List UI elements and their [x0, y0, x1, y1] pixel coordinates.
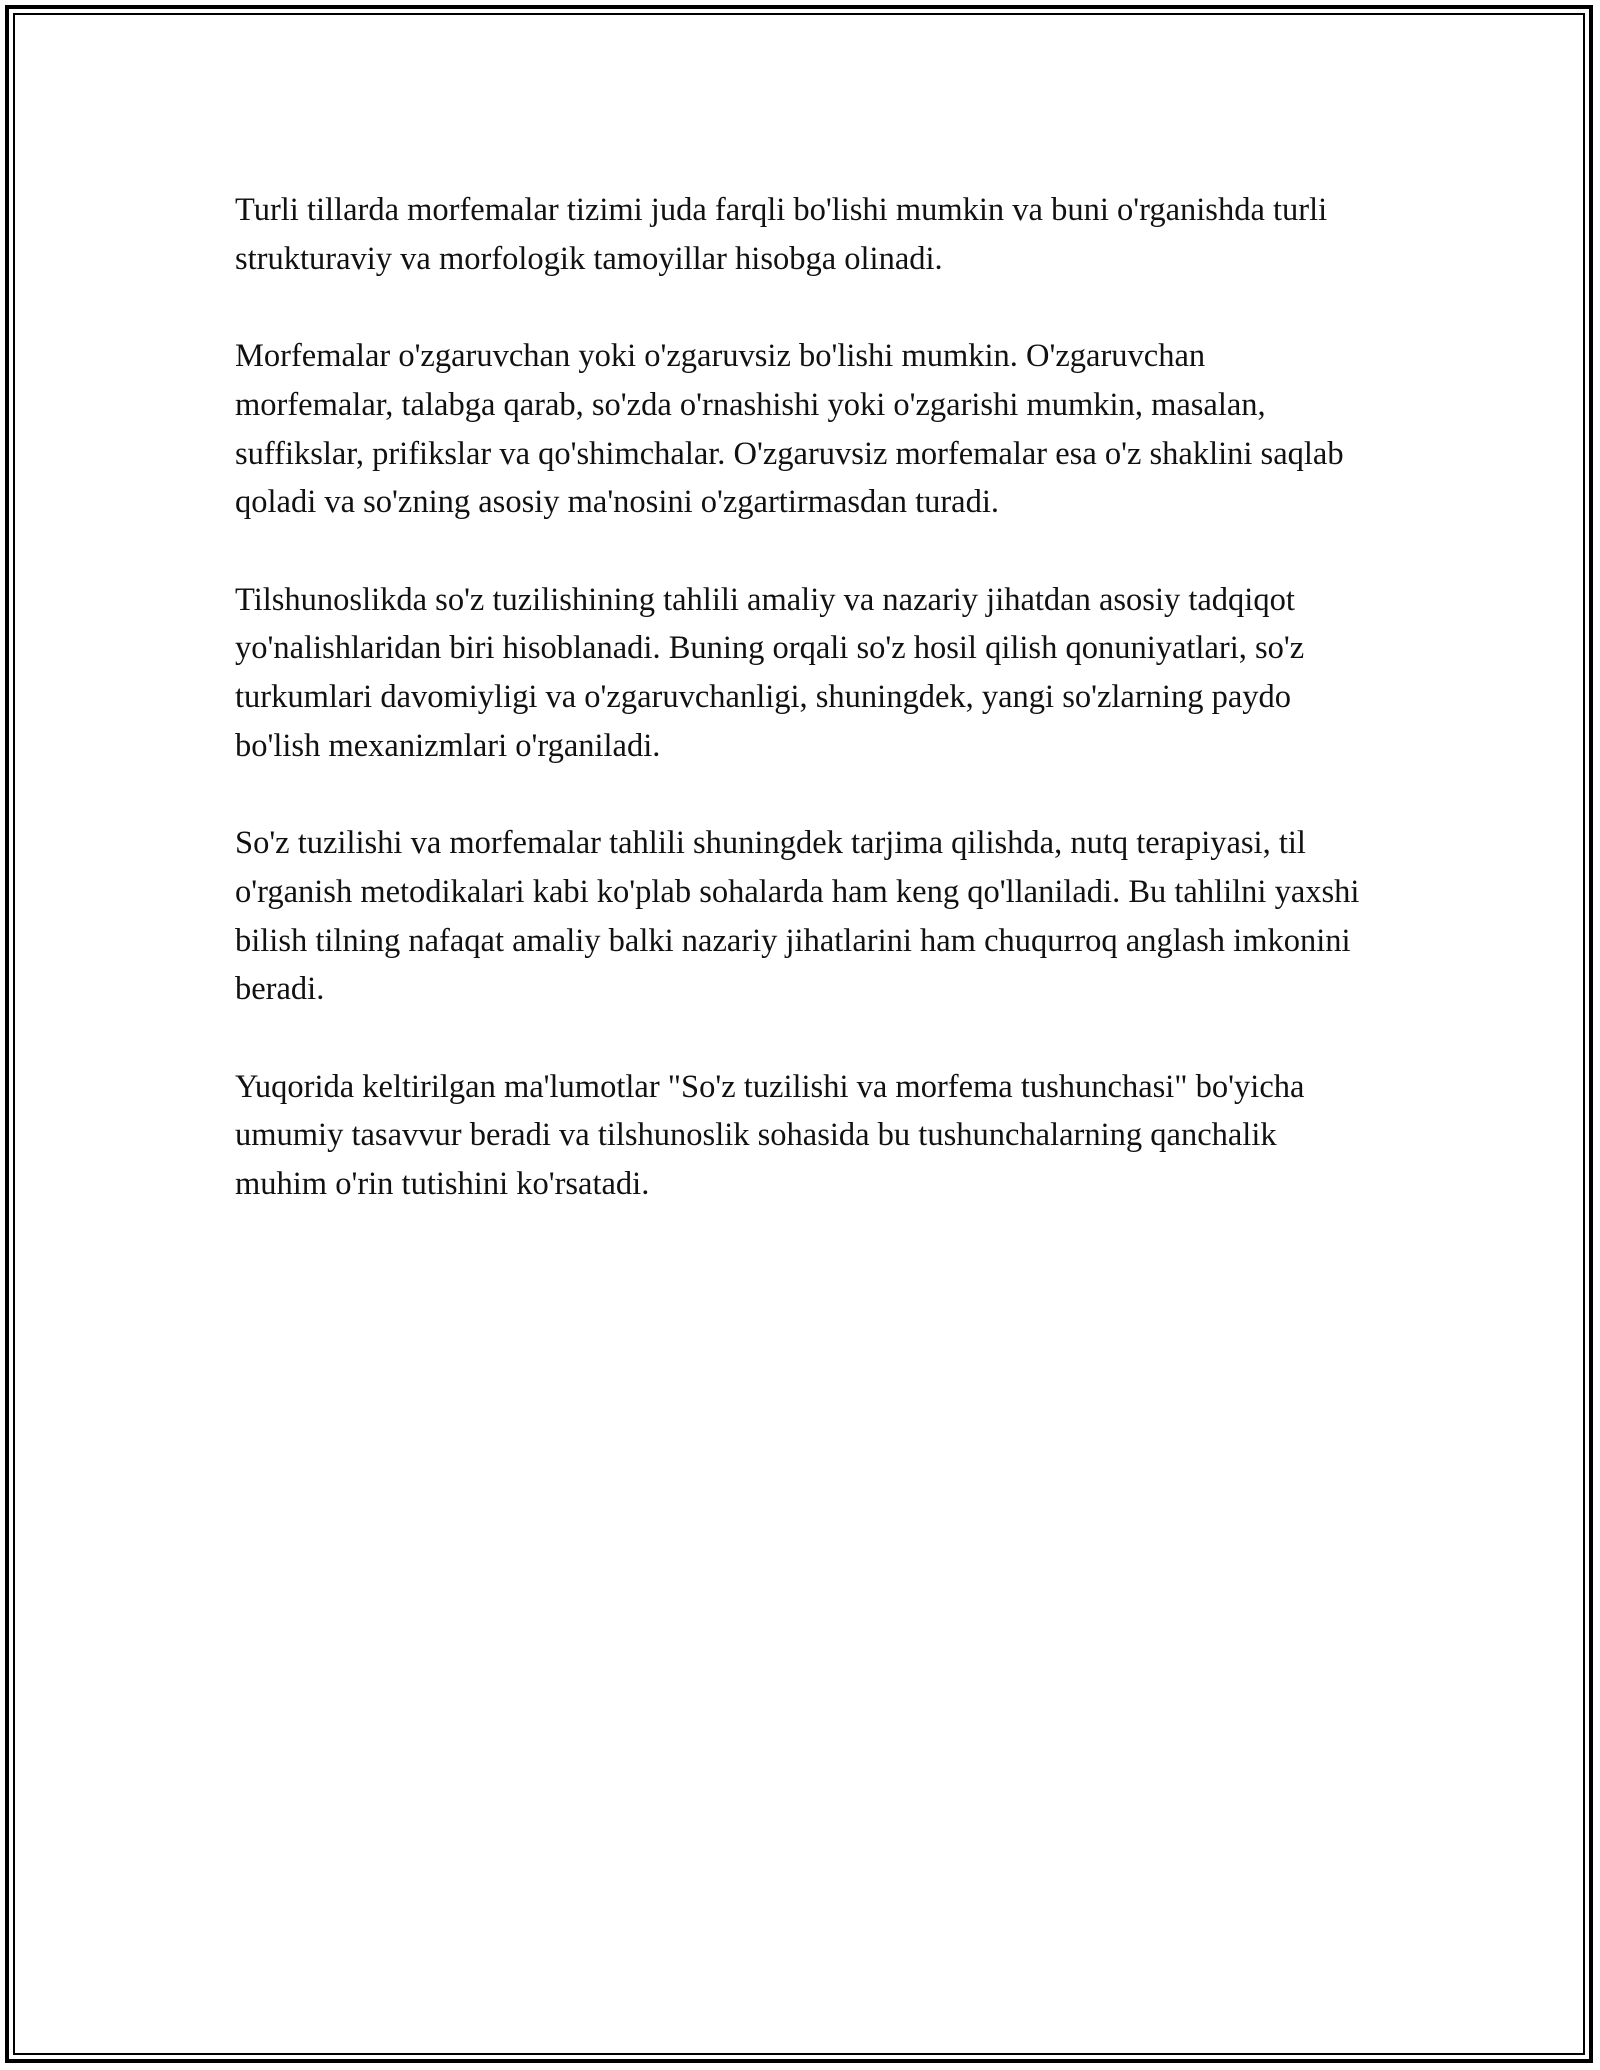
paragraph-1: Turli tillarda morfemalar tizimi juda farqli bo'lishi mumkin va buni o'rganishda turli strukturaviy va morfologik tamoyillar hisobga olinadi. [235, 192, 1328, 277]
paragraph-4: So'z tuzilishi va morfemalar tahlili shuningdek tarjima qilishda, nutq terapiyasi, til o'rganish metodikalari kabi ko'plab sohalarda ham keng qo'llaniladi. Bu tahlilni yaxshi bilish tilning nafaqat amaliy balki nazariy jihatlarini ham chuqurroq anglash imkonini beradi. [235, 825, 1360, 1008]
paragraph-2: Morfemalar o'zgaruvchan yoki o'zgaruvsiz bo'lishi mumkin. O'zgaruvchan morfemalar, talabga qarab, so'zda o'rnashishi yoki o'zgarishi mumkin, masalan, suffikslar, prifikslar va qo'shimchalar. O'zgaruvsiz morfemalar esa o'z shaklini saqlab qoladi va so'zning asosiy ma'nosini o'zgartirmasdan turadi. [235, 338, 1344, 521]
paragraph-5: Yuqorida keltirilgan ma'lumotlar "So'z tuzilishi va morfema tushunchasi" bo'yicha umumiy tasavvur beradi va tilshunoslik sohasida bu tushunchalarning qanchalik muhim o'rin tutishini ko'rsatadi. [235, 1068, 1305, 1202]
paragraph-3: Tilshunoslikda so'z tuzilishining tahlili amaliy va nazariy jihatdan asosiy tadqiqot yo'nalishlaridan biri hisoblanadi. Buning orqali so'z hosil qilish qonuniyatlari, so'z turkumlari davomiyligi va o'zgaruvchanligi, shuningdek, yangi so'zlarning paydo bo'lish mexanizmlari o'rganiladi. [235, 581, 1305, 764]
document-body [235, 186, 1365, 1257]
